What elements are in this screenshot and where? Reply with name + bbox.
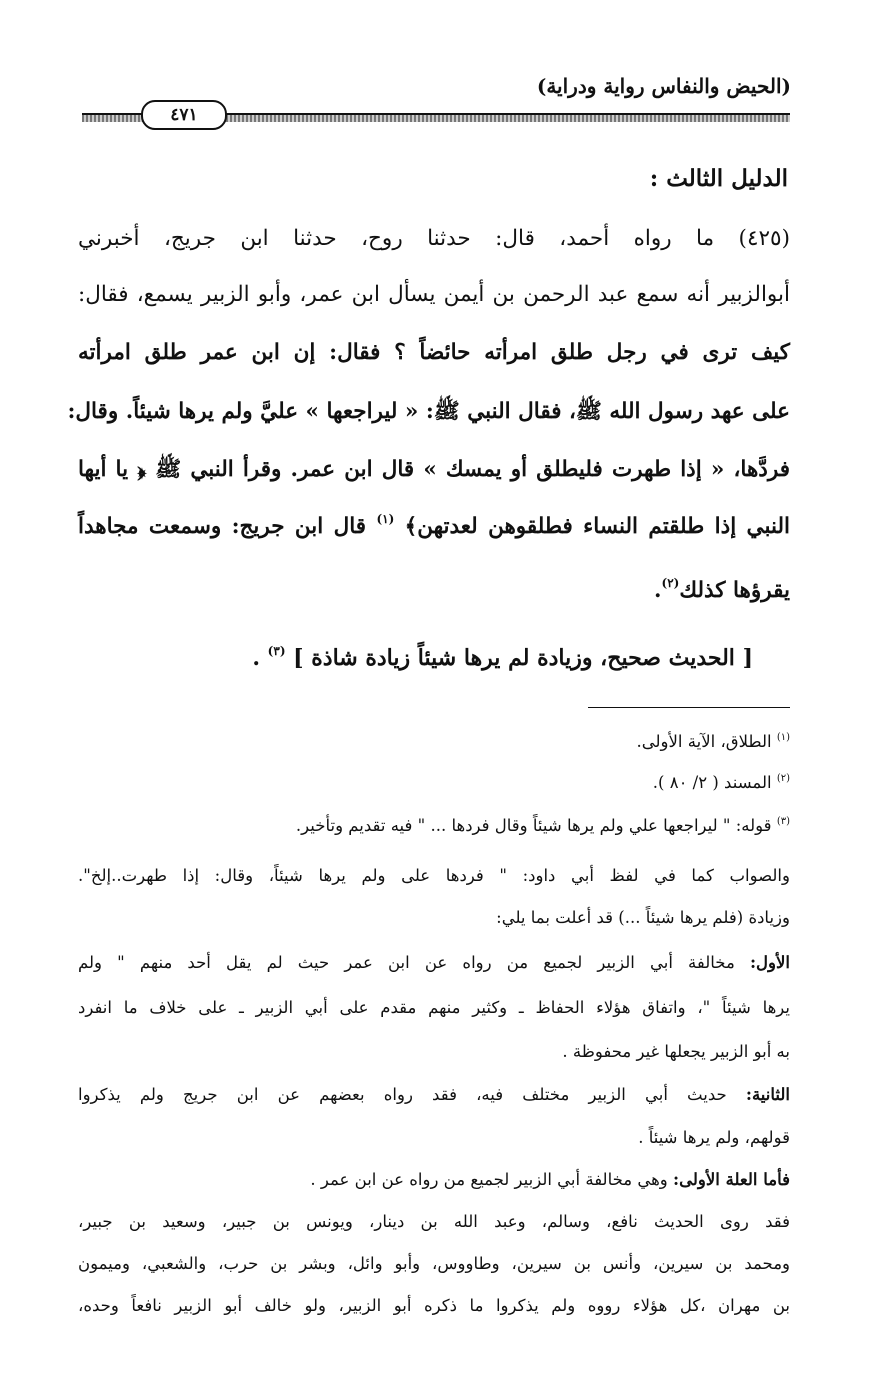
footnote-2 <box>78 773 790 792</box>
footnote-3-text: قوله: " ليراجعها علي ولم يرها شيئاً وقال فردها ... " فيه تقديم وتأخير. <box>295 816 772 835</box>
footnote-line: بن مهران ،كل هؤلاء رووه ولم يذكروا ما ذكره أبو الزبير، ولو خالف أبو الزبير نافعاً وحده، <box>78 1296 790 1315</box>
section-heading: الدليل الثالث : <box>649 165 788 192</box>
label-first: الأول: <box>749 953 790 972</box>
body-line-7 <box>78 578 790 603</box>
footnote-line: الثانية: حديث أبي الزبير مختلف فيه، فقد رواه بعضهم عن ابن جريج ولم يذكروا <box>78 1085 790 1104</box>
footnote-separator <box>588 707 790 708</box>
footnote-3-marker: (٣) <box>776 816 790 827</box>
footnote-ref-2: (٢) <box>661 576 680 590</box>
body-line-5: فردَّها، « إذا طهرت فليطلق أو يمسك » قال ابن عمر. وقرأ النبي ﷺ ﴿ يا أيها <box>78 457 790 482</box>
hadith-verdict <box>252 645 753 671</box>
footnote-line: ومحمد بن سيرين، وأنس بن سيرين، وطاووس، وأبو وائل، وبشر بن حرب، والشعبي، وميمون <box>78 1254 790 1273</box>
footnote-line: الأول: مخالفة أبي الزبير لجميع من رواه عن ابن عمر حيث لم يقل أحد منهم " ولم <box>78 953 790 972</box>
footnote-line: وزيادة (فلم يرها شيئاً ...) قد أعلت بما يلي: <box>496 908 790 927</box>
narration-continuation: قال ابن جريج: وسمعت مجاهداً <box>78 514 367 539</box>
label-first-illness: فأما العلة الأولى: <box>673 1170 790 1189</box>
verdict-text: [ الحديث صحيح، وزيادة لم يرها شيئاً زيادة شاذة ] <box>293 645 753 671</box>
footnote-line: به أبو الزبير يجعلها غير محفوظة . <box>562 1042 790 1061</box>
book-title: (الحيض والنفاس رواية ودراية) <box>536 74 791 98</box>
footnote-2-text: المسند ( ٢/ ٨٠ ). <box>652 773 772 792</box>
footnote-line: فقد روى الحديث نافع، وسالم، وعبد الله بن دينار، ويونس بن جبير، وسعيد بن جبير، <box>78 1212 790 1231</box>
footnote-1-marker: (١) <box>776 732 790 743</box>
body-line-3: كيف ترى في رجل طلق امرأته حائضاً ؟ فقال: إن ابن عمر طلق امرأته <box>78 340 790 365</box>
footnote-ref-3: (٣) <box>267 644 286 658</box>
footnote-line: يرها شيئاً "، واتفاق هؤلاء الحفاظ ـ وكثير منهم مقدم على أبي الزبير ـ على خلاف ما انفرد <box>78 998 790 1017</box>
footnote-1-text: الطلاق، الآية الأولى. <box>636 732 772 751</box>
footnote-1 <box>78 732 790 751</box>
body-line-4: على عهد رسول الله ﷺ، فقال النبي ﷺ: « ليراجعها » عليَّ ولم يرها شيئاً. وقال: <box>67 399 790 424</box>
verdict-period: . <box>252 645 260 671</box>
footnote-line: قولهم، ولم يرها شيئاً . <box>638 1128 790 1147</box>
body-line-6 <box>78 514 790 539</box>
body-line-1: (٤٢٥) ما رواه أحمد، قال: حدثنا روح، حدثنا ابن جريج، أخبرني <box>78 226 790 251</box>
narration-end: يقرؤها كذلك <box>679 578 790 603</box>
label-second: الثانية: <box>745 1085 790 1104</box>
quran-verse: النبي إذا طلقتم النساء فطلقوهن لعدتهن﴾ <box>404 514 790 539</box>
page-number: ٤٧١ <box>141 100 227 130</box>
footnote-ref-1: (١) <box>376 512 395 526</box>
narration-period: . <box>654 578 662 603</box>
footnote-2-marker: (٢) <box>776 773 790 784</box>
footnote-line: فأما العلة الأولى: وهي مخالفة أبي الزبير لجميع من رواه عن ابن عمر . <box>310 1170 790 1189</box>
footnote-line: والصواب كما في لفظ أبي داود: " فردها على ولم يرها شيئاً، وقال: إذا طهرت..إلخ". <box>78 866 790 885</box>
body-line-2: أبوالزبير أنه سمع عبد الرحمن بن أيمن يسأل ابن عمر، وأبو الزبير يسمع، فقال: <box>78 282 790 307</box>
footnote-3 <box>78 816 790 835</box>
